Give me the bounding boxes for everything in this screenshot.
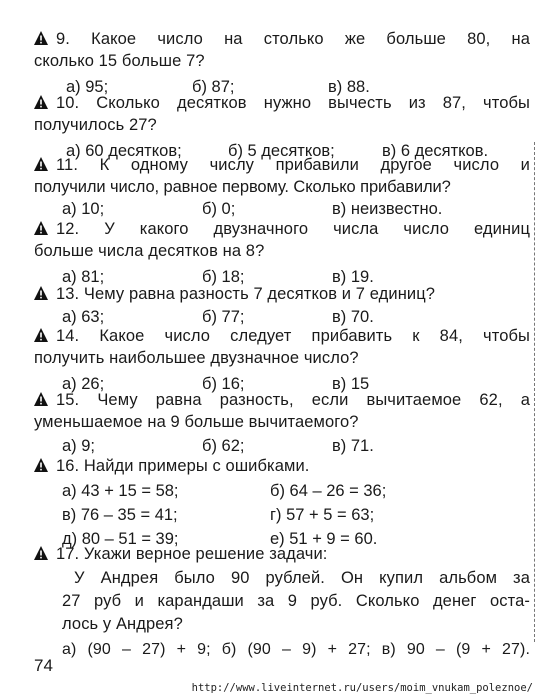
example-row [34, 504, 530, 526]
option-b: б) 0; [202, 200, 236, 218]
warning-triangle-icon [34, 157, 48, 171]
option-c: в) 70. [332, 308, 374, 326]
question-text: получилось 27? [34, 116, 157, 134]
warning-triangle-icon [34, 392, 48, 406]
option-b: б) 77; [202, 308, 245, 326]
question-text: получить наибольшее двузначное число? [34, 349, 359, 367]
warning-triangle-icon [34, 328, 48, 342]
example-left: д) 80 – 51 = 39; [62, 530, 179, 548]
margin-rule [534, 142, 537, 642]
example-right: е) 51 + 9 = 60. [270, 530, 378, 548]
option-c: в) 71. [332, 437, 374, 455]
question-12 [34, 218, 530, 288]
example-right: г) 57 + 5 = 63; [270, 506, 375, 524]
question-text: больше числа десятков на 8? [34, 242, 265, 260]
question-13 [34, 283, 530, 328]
option-a: а) 63; [62, 308, 105, 326]
option-c: в) неизвестно. [332, 200, 443, 218]
question-text: 11. К одному числу прибавили другое число и [56, 156, 530, 174]
option-b: б) 18; [202, 268, 245, 286]
answer-options [34, 435, 530, 457]
question-9 [34, 28, 530, 98]
question-14 [34, 325, 530, 395]
question-text: 9. Какое число на столько же больше 80, на [56, 30, 530, 48]
option-a: а) 9; [62, 437, 96, 455]
question-text: 15. Чему равна разность, если вычитаемое 62, а [56, 391, 530, 409]
option-c: в) 15 [332, 375, 370, 393]
option-a: а) 95; [66, 78, 109, 96]
question-text: 12. У какого двузначного числа число единиц [56, 220, 530, 238]
question-text: получили число, равное первому. Сколько прибавили? [34, 178, 451, 196]
question-text: 17. Укажи верное решение задачи: [56, 545, 328, 563]
option-b: б) 16; [202, 375, 245, 393]
warning-triangle-icon [34, 95, 48, 109]
question-17 [34, 543, 530, 661]
warning-triangle-icon [34, 221, 48, 235]
option-c: в) 6 десятков. [382, 142, 489, 160]
question-text: 14. Какое число следует прибавить к 84, чтобы [56, 327, 530, 345]
task-text: У Андрея было 90 рублей. Он купил альбом за [74, 569, 530, 587]
option-a: а) 60 десятков; [66, 142, 182, 160]
question-text: сколько 15 больше 7? [34, 52, 205, 70]
question-text: 13. Чему равна разность 7 десятков и 7 единиц? [56, 285, 436, 303]
example-left: а) 43 + 15 = 58; [62, 482, 179, 500]
page-number: 74 [34, 656, 53, 675]
warning-triangle-icon [34, 458, 48, 472]
task-text: лось у Андрея? [62, 615, 183, 633]
option-b: б) 5 десятков; [228, 142, 335, 160]
question-16 [34, 455, 530, 550]
question-text: уменьшаемое на 9 больше вычитаемого? [34, 413, 359, 431]
example-right: б) 64 – 26 = 36; [270, 482, 387, 500]
question-text: 16. Найди примеры с ошибками. [56, 457, 310, 475]
option-b: б) 87; [192, 78, 235, 96]
example-row [34, 480, 530, 502]
footer-url: http://www.liveinternet.ru/users/moim_vnukam_poleznoe/ [191, 682, 533, 694]
question-text: 10. Сколько десятков нужно вычесть из 87, чтобы [56, 94, 530, 112]
task-text: 27 руб и карандаши за 9 руб. Сколько денег оста- [62, 592, 530, 610]
warning-triangle-icon [34, 546, 48, 560]
question-10 [34, 92, 530, 162]
option-a: а) 26; [62, 375, 105, 393]
answer-options: а) (90 – 27) + 9; б) (90 – 9) + 27; в) 90 – (9 + 27). [62, 641, 530, 658]
warning-triangle-icon [34, 31, 48, 45]
option-c: в) 88. [328, 78, 370, 96]
question-11 [34, 154, 530, 220]
option-b: б) 62; [202, 437, 245, 455]
question-15 [34, 389, 530, 457]
option-a: а) 10; [62, 200, 105, 218]
answer-options [34, 198, 530, 220]
option-a: а) 81; [62, 268, 105, 286]
option-c: в) 19. [332, 268, 374, 286]
example-left: в) 76 – 35 = 41; [62, 506, 178, 524]
warning-triangle-icon [34, 286, 48, 300]
